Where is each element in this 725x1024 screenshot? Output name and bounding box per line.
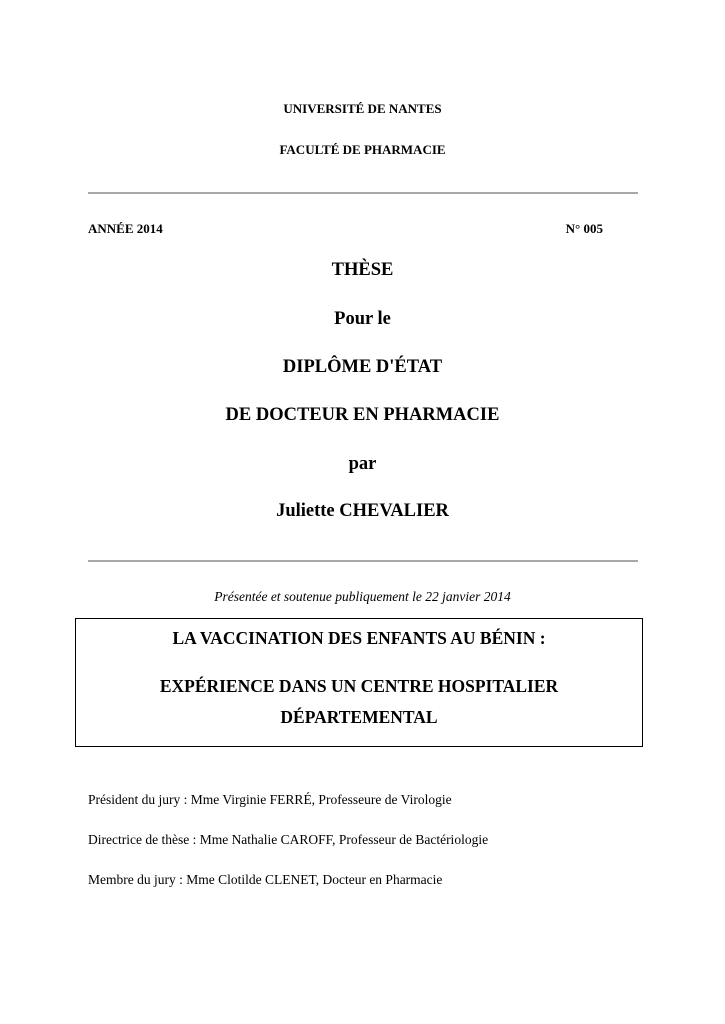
thesis-title-box [75,618,643,747]
thesis-title-line-1: LA VACCINATION DES ENFANTS AU BÉNIN : [172,628,546,648]
thesis-title-line-3: DÉPARTEMENTAL [280,707,438,727]
defense-date: Présentée et soutenue publiquement le 22 janvier 2014 [214,589,511,604]
pour-le-text: Pour le [334,309,391,329]
docteur-heading: DE DOCTEUR EN PHARMACIE [225,405,500,425]
these-heading: THÈSE [331,260,394,280]
author-name: Juliette CHEVALIER [276,501,449,521]
thesis-number: N° 005 [565,221,603,236]
par-text: par [348,454,377,474]
faculty-name: FACULTÉ DE PHARMACIE [279,142,446,157]
top-divider [88,192,638,194]
jury-president: Président du jury : Mme Virginie FERRÉ, Professeure de Virologie [88,792,452,807]
jury-membre: Membre du jury : Mme Clotilde CLENET, Docteur en Pharmacie [88,872,443,887]
bottom-divider [88,560,638,562]
diplome-heading: DIPLÔME D'ÉTAT [282,357,443,377]
thesis-title-line-2: EXPÉRIENCE DANS UN CENTRE HOSPITALIER [159,676,559,696]
year-label: ANNÉE 2014 [88,221,163,236]
jury-directrice: Directrice de thèse : Mme Nathalie CAROFF, Professeur de Bactériologie [88,832,489,847]
university-name: UNIVERSITÉ DE NANTES [283,101,442,116]
